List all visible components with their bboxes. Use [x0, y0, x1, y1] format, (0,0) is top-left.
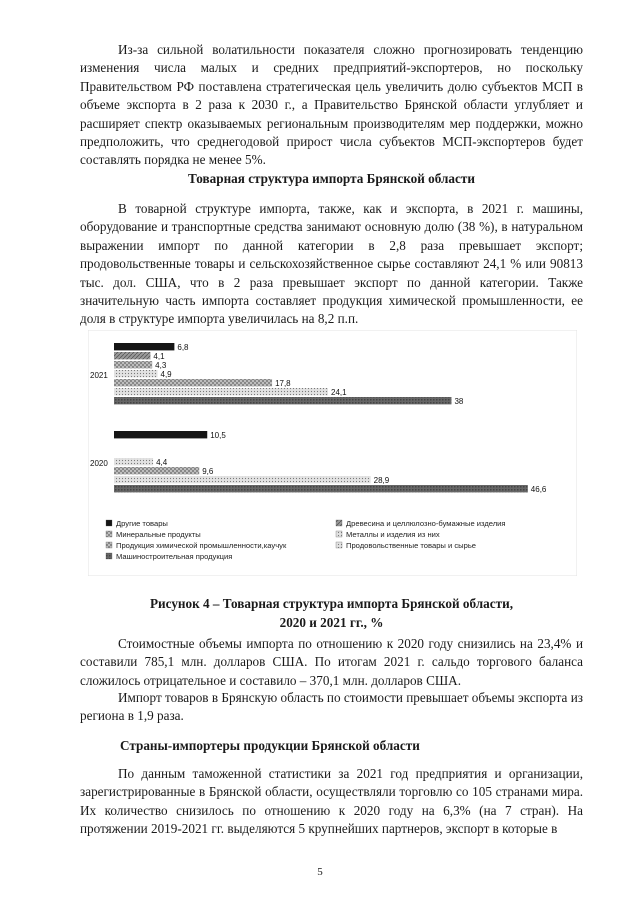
bar-2020-6	[114, 485, 528, 492]
paragraph-import-structure	[80, 200, 583, 329]
data-label-2021-3: 4,9	[160, 369, 172, 379]
bar-2020-0	[114, 431, 207, 438]
import-structure-chart	[88, 330, 577, 576]
figure-caption-line1: Рисунок 4 – Товарная структура импорта Брянской области,	[150, 596, 513, 611]
bar-2021-6	[114, 397, 451, 404]
data-label-2020-4: 9,6	[202, 466, 214, 476]
paragraph-msp-exporters	[80, 41, 583, 170]
bar-2020-4	[114, 467, 199, 474]
paragraph-import-vs-export	[80, 689, 583, 726]
data-label-2020-6: 46,6	[530, 484, 547, 494]
paragraph-text: По данным таможенной статистики за 2021 год предприятия и организации, зарегистрированные в Брянской области, осуществляли торговлю со 105 странами мира. Их количество снизилось по отношению к 2020 году на 6,3% (на 7 стран). На протяжении 2019-2021 гг. выделяются 5 крупнейших партнеров, экспорт в которые в	[80, 766, 583, 837]
paragraph-text: В товарной структуре импорта, также, как и экспорта, в 2021 г. машины, оборудование и транспортные средства занимают основную долю (38 %), в натуральном выражении импорт по данной категории в 2,8 раза превышает экспорт; продовольственные товары и сельскохозяйственное сырье составляют 24,1 % или 90813 тыс. дол. США, что в 2 раза превышает экспорт по данной категории. Также значительную часть импорта составляет продукция химической промышленности, ее доля в структуре импорта увеличилась на 8,2 п.п.	[80, 201, 583, 327]
bar-2021-4	[114, 379, 272, 386]
paragraph-import-value	[80, 635, 583, 690]
legend-swatch-4	[106, 542, 112, 548]
legend-label-6: Машиностроительная продукция	[116, 552, 233, 561]
data-label-2021-4: 17,8	[275, 378, 291, 388]
category-label-2020: 2020	[90, 459, 108, 468]
data-label-2021-6: 38	[454, 396, 464, 406]
data-label-2020-0: 10,5	[210, 430, 226, 440]
bar-2021-2	[114, 361, 152, 368]
bar-2021-5	[114, 388, 328, 395]
data-label-2021-2: 4,3	[155, 360, 167, 370]
figure-caption-line2: 2020 и 2021 гг., %	[279, 615, 384, 630]
data-label-2021-1: 4,1	[153, 351, 165, 361]
bar-2021-0	[114, 343, 174, 350]
legend-swatch-6	[106, 553, 112, 559]
legend-swatch-0	[106, 520, 112, 526]
figure-caption	[80, 594, 583, 632]
legend-label-5: Продовольственные товары и сырье	[346, 541, 476, 550]
bar-2021-3	[114, 370, 158, 377]
bar-2021-1	[114, 352, 150, 359]
data-label-2020-5: 28,9	[373, 475, 390, 485]
legend-swatch-3	[336, 531, 342, 537]
paragraph-text: Из-за сильной волатильности показателя сложно прогнозировать тенденцию изменения числа малых и средних предприятий-экспортеров, но поскольку Правительством РФ поставлена стратегическая цель увеличить долю субъектов МСП в объеме экспорта в 2 раза к 2030 г., а Правительство Брянской области углубляет и расширяет спектр оказываемых региональным производителям мер поддержки, можно предположить, что среднегодовой прирост числа субъектов МСП-экспортеров будет составлять порядка не менее 5%.	[80, 42, 583, 168]
legend-label-1: Древесина и целлюлозно-бумажные изделия	[346, 519, 506, 528]
section-heading-importer-countries: Страны-импортеры продукции Брянской области	[120, 738, 420, 753]
paragraph-text: Стоимостные объемы импорта по отношению к 2020 году снизились на 23,4% и составили 785,1 млн. долларов США. По итогам 2021 г. сальдо торгового баланса сложилось отрицательное и составило – 370,1 млн. долларов США.	[80, 636, 583, 688]
category-label-2021: 2021	[90, 371, 108, 380]
legend-swatch-2	[106, 531, 112, 537]
chart-svg	[88, 330, 577, 576]
section-heading-import-structure: Товарная структура импорта Брянской области	[188, 171, 475, 186]
legend-label-3: Металлы и изделия из них	[346, 530, 440, 539]
paragraph-customs-statistics	[80, 765, 583, 839]
bar-2020-3	[114, 458, 153, 465]
legend-label-2: Минеральные продукты	[116, 530, 201, 539]
bar-2020-5	[114, 476, 371, 483]
paragraph-text: Импорт товаров в Брянскую область по стоимости превышает объемы экспорта из региона в 1,9 раза.	[80, 690, 583, 724]
legend-label-4: Продукция химической промышленности,каучук	[116, 541, 287, 550]
data-label-2021-5: 24,1	[331, 387, 347, 397]
page-number: 5	[317, 866, 323, 878]
data-label-2021-0: 6,8	[177, 342, 189, 352]
legend-swatch-1	[336, 520, 342, 526]
legend-label-0: Другие товары	[116, 519, 168, 528]
legend-swatch-5	[336, 542, 342, 548]
data-label-2020-3: 4,4	[156, 457, 168, 467]
